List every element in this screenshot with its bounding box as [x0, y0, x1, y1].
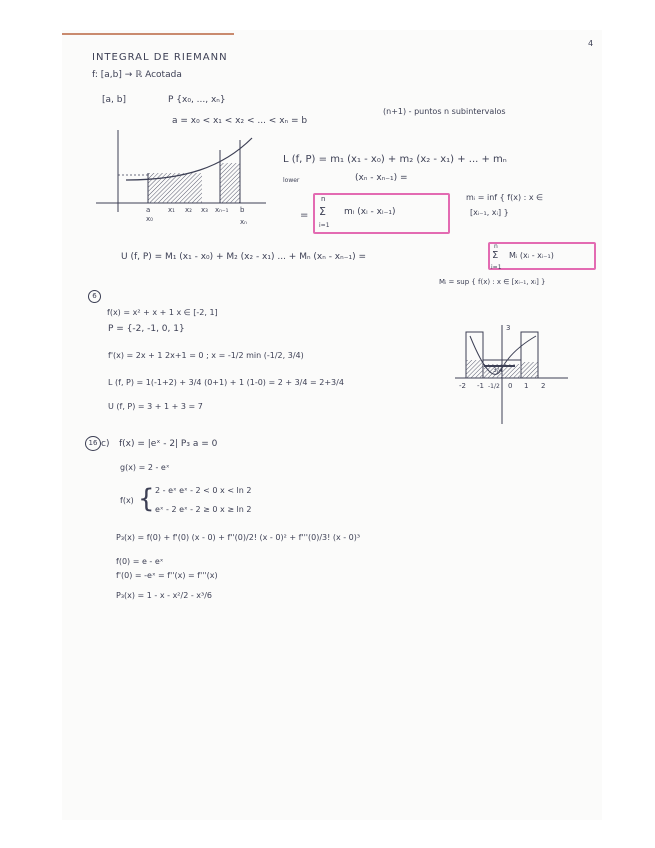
piecewise-brace-icon: {	[138, 484, 155, 514]
inf-definition-1: mᵢ = inf { f(x) : x ∈	[466, 193, 544, 202]
exercise2-piece-2: eˣ - 2 eˣ - 2 ≥ 0 x ≥ ln 2	[155, 505, 252, 514]
lower-sum-sigma: Σ	[319, 205, 326, 218]
graph2-tick-0: 0	[508, 382, 513, 390]
points-note: (n+1) - puntos n subintervalos	[383, 107, 506, 116]
graph2-hatch-1	[466, 360, 483, 378]
partition-definition: P {x₀, ..., xₙ}	[168, 95, 226, 105]
lower-sum-continuation: (xₙ - xₙ₋₁) =	[355, 173, 408, 183]
lower-equals: =	[300, 210, 309, 221]
lower-sum-top: n	[321, 195, 326, 203]
sup-definition: Mᵢ = sup { f(x) : x ∈ [xᵢ₋₁, xᵢ] }	[439, 278, 546, 286]
inf-definition-2: [xᵢ₋₁, xᵢ] }	[470, 208, 509, 217]
exercise2-derivatives: f'(0) = -eˣ = f''(x) = f'''(x)	[116, 571, 218, 580]
graph2-tick-neg-half: -1/2	[488, 383, 500, 390]
exercise2-result: P₃(x) = 1 - x - x²/2 - x³/6	[116, 591, 212, 600]
exercise2-g-definition: g(x) = 2 - eˣ	[120, 463, 170, 472]
lower-sum-body: mᵢ (xᵢ - xᵢ₋₁)	[344, 207, 396, 217]
exercise1-derivative: f'(x) = 2x + 1 2x+1 = 0 ; x = -1/2 min (-1/2, 3/4)	[108, 351, 304, 360]
upper-sum-sigma: Σ	[492, 250, 499, 261]
graph1-tick-x0: x₀	[146, 215, 153, 223]
graph2-tick-1: 1	[524, 382, 529, 390]
exercise2-number: 16	[85, 436, 101, 451]
lower-sum-formula: L (f, P) = m₁ (x₁ - x₀) + m₂ (x₂ - x₁) + ... + mₙ	[283, 154, 507, 165]
exercise1-upper-sum: U (f, P) = 3 + 1 + 3 = 7	[108, 402, 203, 411]
graph2-hatch-3	[521, 362, 538, 378]
upper-sum-top: n	[494, 243, 498, 250]
function-definition: f: [a,b] → ℝ Acotada	[92, 70, 182, 80]
exercise2-f0: f(0) = e - eˣ	[116, 557, 164, 566]
graph1-tick-xn: xₙ	[240, 218, 247, 226]
page-title: INTEGRAL DE RIEMANN	[92, 52, 228, 63]
graph1-tick-x3: x₃	[201, 206, 208, 214]
graph1-tick-x1: x₁	[168, 206, 175, 214]
page-number: 4	[588, 39, 594, 48]
lower-label: lower	[283, 177, 300, 184]
lower-sum-bottom: i=1	[319, 222, 330, 229]
exercise1-lower-sum: L (f, P) = 1(-1+2) + 3/4 (0+1) + 1 (1-0) = 2 + 3/4 = 2+3/4	[108, 378, 344, 387]
graph1-tick-a: a	[146, 206, 151, 214]
upper-sum-bottom: i=1	[491, 264, 502, 271]
graph1-tick-b: b	[240, 206, 245, 214]
exercise2-function: f(x) = |eˣ - 2| P₃ a = 0	[119, 439, 218, 449]
upper-sum-formula: U (f, P) = M₁ (x₁ - x₀) + M₂ (x₂ - x₁) ... + Mₙ (xₙ - xₙ₋₁) =	[121, 252, 366, 262]
graph2-tick-neg1: -1	[477, 382, 484, 390]
exercise2-piece-1: 2 - eˣ eˣ - 2 < 0 x < ln 2	[155, 486, 252, 495]
upper-sum-body: Mᵢ (xᵢ - xᵢ₋₁)	[509, 251, 554, 260]
graph1-tick-x2: x₂	[185, 206, 192, 214]
exercise2-taylor: P₃(x) = f(0) + f'(0) (x - 0) + f''(0)/2! (x - 0)² + f'''(0)/3! (x - 0)³	[116, 533, 361, 542]
exercise1-partition: P = {-2, -1, 0, 1}	[108, 324, 185, 334]
graph2-tick-neg2: -2	[459, 382, 466, 390]
graph2-tick-2: 2	[541, 382, 546, 390]
graph1-tick-xn-1: xₙ₋₁	[215, 206, 229, 214]
interval-label: [a, b]	[102, 95, 126, 105]
exercise1-number: 6	[88, 290, 101, 303]
exercise2-piece-label: f(x)	[120, 496, 134, 505]
exercise1-function: f(x) = x² + x + 1 x ∈ [-2, 1]	[107, 308, 218, 317]
graph2-min-label: 3/4	[493, 367, 503, 374]
graph2-y-label: 3	[506, 324, 511, 332]
exercise2-part: c)	[101, 439, 110, 449]
partition-ordering: a = x₀ < x₁ < x₂ < ... < xₙ = b	[172, 116, 308, 126]
